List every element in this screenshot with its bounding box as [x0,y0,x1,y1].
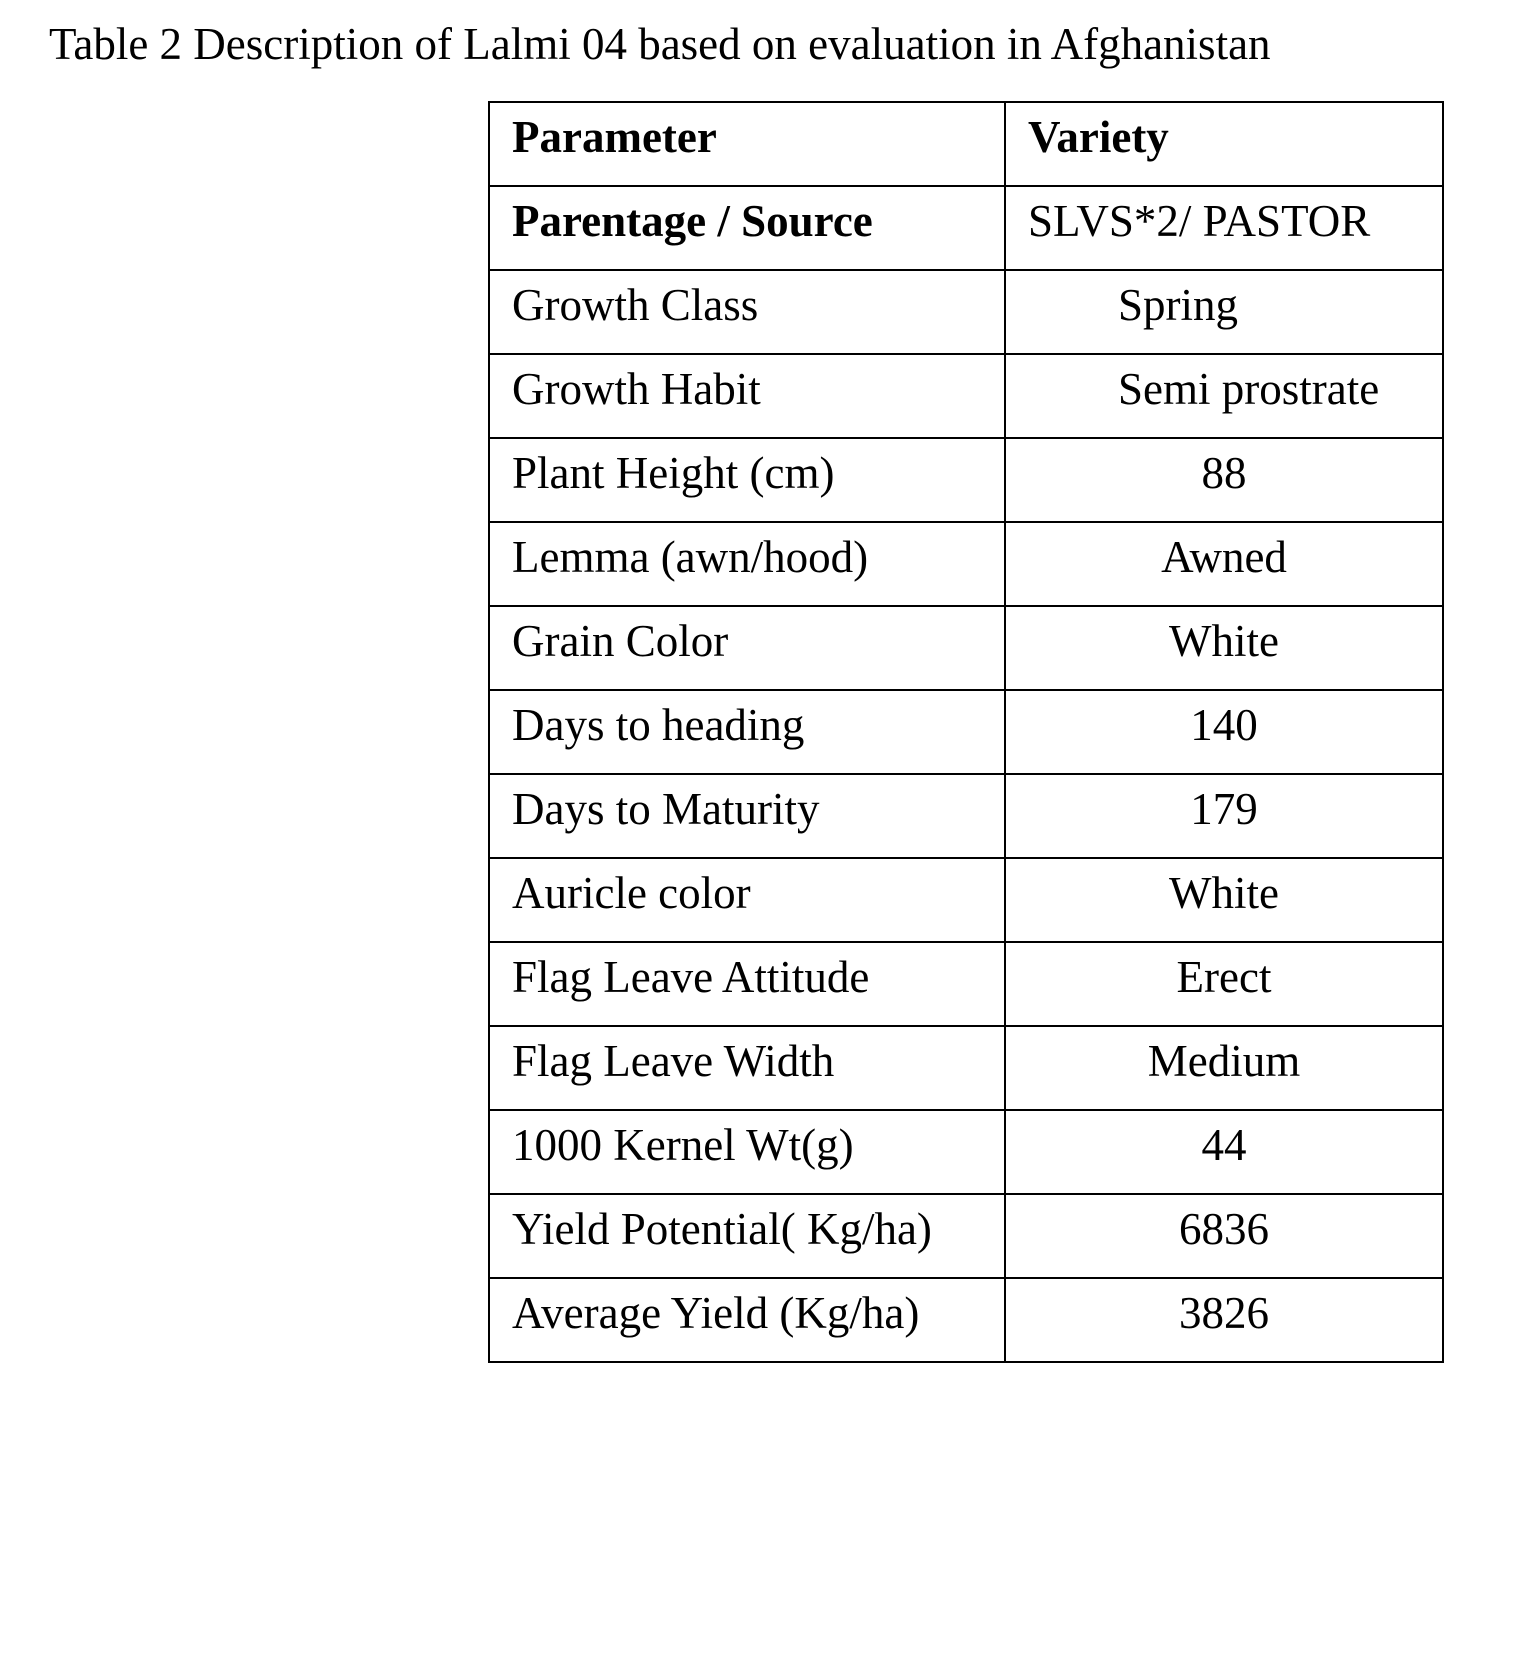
parameter-cell: Growth Habit [489,354,1005,438]
table-row [489,858,1443,942]
parameter-cell: Flag Leave Width [489,1026,1005,1110]
table-row [489,942,1443,1026]
parameter-cell: Growth Class [489,270,1005,354]
parameter-cell: 1000 Kernel Wt(g) [489,1110,1005,1194]
table-header-row [489,102,1443,186]
table-row [489,438,1443,522]
value-cell: White [1005,606,1443,690]
parameter-cell: Days to heading [489,690,1005,774]
table-row [489,1026,1443,1110]
parameter-cell: Plant Height (cm) [489,438,1005,522]
value-cell: 44 [1005,1110,1443,1194]
header-parameter: Parameter [489,102,1005,186]
parameter-cell: Lemma (awn/hood) [489,522,1005,606]
table-caption: Table 2 Description of Lalmi 04 based on evaluation in Afghanistan [49,19,1271,69]
value-cell: Semi prostrate [1005,354,1443,438]
value-cell: Medium [1005,1026,1443,1110]
table-row [489,354,1443,438]
value-cell: 140 [1005,690,1443,774]
parameter-cell: Yield Potential( Kg/ha) [489,1194,1005,1278]
table-row [489,774,1443,858]
parameter-cell: Average Yield (Kg/ha) [489,1278,1005,1362]
parameter-cell: Auricle color [489,858,1005,942]
parameter-cell: Parentage / Source [489,186,1005,270]
parameter-cell: Days to Maturity [489,774,1005,858]
value-cell: SLVS*2/ PASTOR [1005,186,1443,270]
value-cell: Awned [1005,522,1443,606]
variety-description-table [488,101,1444,1363]
value-cell: 88 [1005,438,1443,522]
parameter-cell: Flag Leave Attitude [489,942,1005,1026]
value-cell: 6836 [1005,1194,1443,1278]
table-row [489,522,1443,606]
parameter-cell: Grain Color [489,606,1005,690]
value-cell: 179 [1005,774,1443,858]
table-row [489,606,1443,690]
table-row [489,186,1443,270]
value-cell: Erect [1005,942,1443,1026]
table-row [489,1194,1443,1278]
table-row [489,1110,1443,1194]
value-cell: White [1005,858,1443,942]
header-variety: Variety [1005,102,1443,186]
table-row [489,690,1443,774]
table-row [489,270,1443,354]
value-cell: 3826 [1005,1278,1443,1362]
value-cell: Spring [1005,270,1443,354]
table-row [489,1278,1443,1362]
